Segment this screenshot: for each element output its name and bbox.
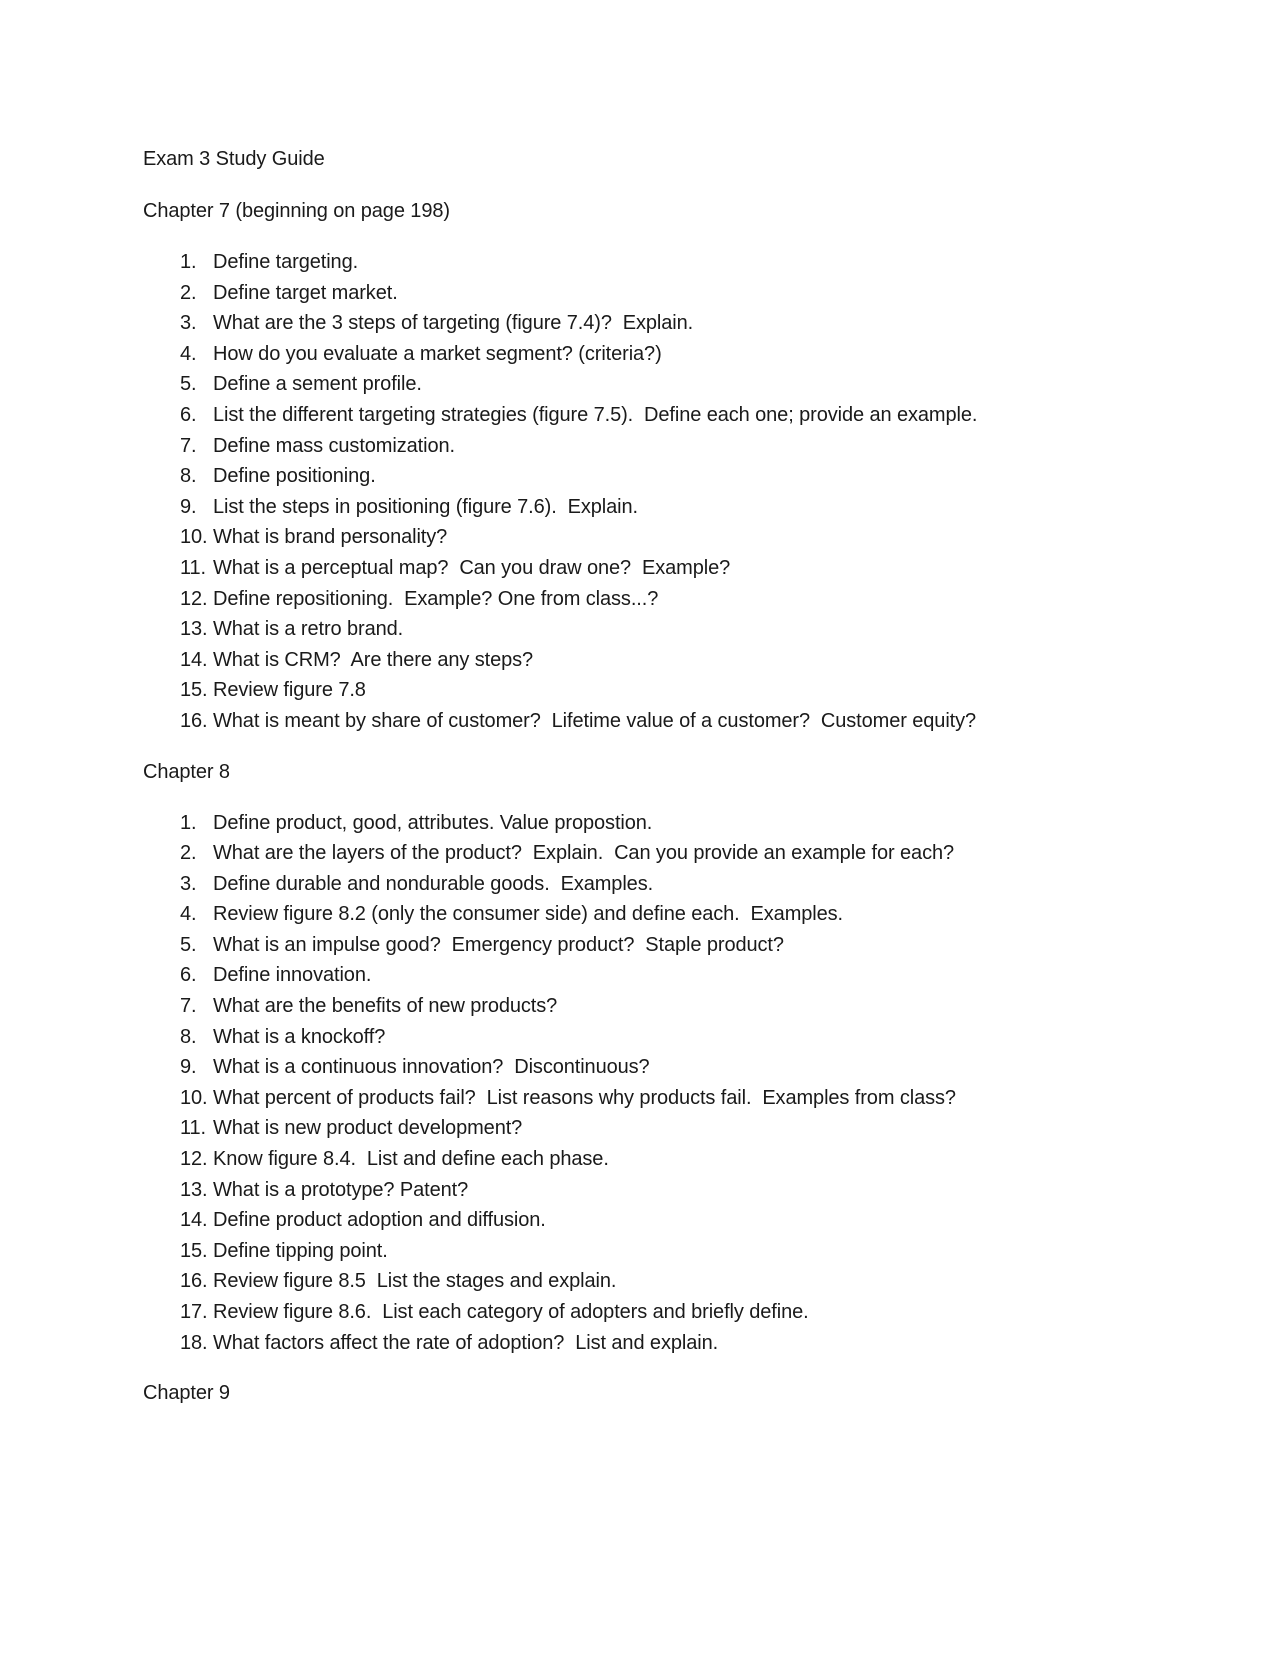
list-item-text: Review figure 8.6. List each category of adopters and briefly define.	[213, 1301, 809, 1323]
list-item	[143, 553, 1220, 584]
list-item-number: 10.	[180, 1086, 208, 1109]
list-item-number: 12.	[180, 1148, 208, 1171]
list-item	[143, 400, 1220, 431]
list-item-text: What is a retro brand.	[213, 618, 404, 641]
section-heading-chapter-7: Chapter 7 (beginning on page 198)	[143, 200, 450, 222]
list-item-text: What is a knockoff?	[213, 1025, 386, 1048]
document-title: Exam 3 Study Guide	[143, 148, 325, 170]
list-item	[143, 1205, 1220, 1236]
list-item-text: What percent of products fail? List reasons why products fail. Examples from class?	[213, 1086, 956, 1109]
list-item	[143, 1266, 1220, 1297]
list-item-number: 14.	[180, 648, 208, 671]
list-item	[143, 1052, 1220, 1083]
list-item-number: 1.	[180, 811, 197, 834]
list-item	[143, 369, 1220, 400]
list-item-text: What is a continuous innovation? Discontinuous?	[213, 1056, 650, 1079]
list-item-number: 13.	[180, 1178, 208, 1201]
chapter-8-question-list	[143, 808, 1220, 1359]
list-item-number: 2.	[180, 281, 197, 304]
list-item-number: 7.	[180, 434, 197, 457]
list-item-text: List the steps in positioning (figure 7.6). Explain.	[213, 495, 638, 518]
list-item-number: 5.	[180, 373, 197, 396]
list-item-text: List the different targeting strategies (figure 7.5). Define each one; provide an example.	[213, 403, 978, 426]
chapter-7-question-list	[143, 247, 1220, 737]
list-item-text: Define durable and nondurable goods. Examples.	[213, 872, 654, 895]
list-item	[143, 247, 1220, 278]
list-item-number: 10.	[180, 526, 208, 549]
list-item-text: Define product, good, attributes. Value propostion.	[213, 811, 653, 834]
list-item-text: What is new product development?	[213, 1117, 523, 1140]
list-item	[143, 1175, 1220, 1206]
list-item-text: Define tipping point.	[213, 1239, 388, 1262]
list-item-number: 18.	[180, 1331, 208, 1354]
list-item-number: 14.	[180, 1209, 208, 1232]
list-item	[143, 492, 1220, 523]
list-item	[143, 522, 1220, 553]
list-item	[143, 645, 1220, 676]
list-item-number: 12.	[180, 587, 208, 610]
list-item-number: 7.	[180, 995, 197, 1018]
list-item-text: What is a perceptual map? Can you draw one? Example?	[213, 556, 731, 579]
list-item-text: Review figure 7.8	[213, 679, 366, 702]
list-item-text: Define a sement profile.	[213, 373, 422, 396]
list-item-number: 3.	[180, 872, 197, 895]
list-item	[143, 308, 1220, 339]
list-item-text: Review figure 8.5 List the stages and explain.	[213, 1270, 617, 1293]
list-item	[143, 1113, 1220, 1144]
list-item-number: 13.	[180, 618, 208, 641]
list-item-text: How do you evaluate a market segment? (criteria?)	[213, 342, 662, 365]
list-item-text: What is meant by share of customer? Lifetime value of a customer? Customer equity?	[213, 709, 977, 732]
list-item	[143, 1236, 1220, 1267]
list-item-number: 5.	[180, 933, 197, 956]
list-item-text: What is brand personality?	[213, 526, 448, 549]
list-item-number: 3.	[180, 312, 197, 335]
list-item-number: 9.	[180, 1056, 197, 1079]
section-heading-chapter-8: Chapter 8	[143, 760, 230, 783]
list-item	[143, 461, 1220, 492]
list-item-number: 17.	[180, 1301, 208, 1323]
list-item-text: Define positioning.	[213, 465, 376, 488]
list-item	[143, 431, 1220, 462]
list-item-text: Review figure 8.2 (only the consumer side) and define each. Examples.	[213, 903, 844, 926]
list-item	[143, 1144, 1220, 1175]
list-item-number: 6.	[180, 964, 197, 987]
list-item-number: 8.	[180, 1025, 197, 1048]
list-item-number: 8.	[180, 465, 197, 488]
list-item	[143, 991, 1220, 1022]
list-item-text: Define target market.	[213, 281, 398, 304]
list-item-number: 2.	[180, 842, 197, 865]
list-item-text: What factors affect the rate of adoption? List and explain.	[213, 1331, 719, 1354]
list-item	[143, 614, 1220, 645]
list-item-number: 11.	[180, 556, 207, 579]
list-item-text: What is an impulse good? Emergency product? Staple product?	[213, 933, 784, 956]
list-item-number: 4.	[180, 903, 197, 926]
list-item	[143, 1297, 1220, 1328]
list-item-text: Define mass customization.	[213, 434, 455, 457]
list-item-text: Define targeting.	[213, 251, 359, 273]
list-item	[143, 808, 1220, 839]
list-item-number: 1.	[180, 251, 197, 273]
list-item	[143, 930, 1220, 961]
list-item	[143, 675, 1220, 706]
section-heading-chapter-9: Chapter 9	[143, 1382, 230, 1405]
list-item-number: 4.	[180, 342, 197, 365]
list-item-number: 16.	[180, 1270, 208, 1293]
list-item	[143, 1328, 1220, 1359]
list-item-number: 11.	[180, 1117, 207, 1140]
list-item	[143, 1022, 1220, 1053]
list-item	[143, 960, 1220, 991]
list-item-number: 16.	[180, 709, 208, 732]
list-item	[143, 838, 1220, 869]
list-item-text: What are the benefits of new products?	[213, 995, 558, 1018]
list-item-number: 9.	[180, 495, 197, 518]
list-item	[143, 899, 1220, 930]
list-item-number: 6.	[180, 403, 197, 426]
list-item	[143, 706, 1220, 737]
list-item	[143, 1083, 1220, 1114]
list-item-text: What are the 3 steps of targeting (figure 7.4)? Explain.	[213, 312, 694, 335]
list-item	[143, 339, 1220, 370]
list-item-text: Know figure 8.4. List and define each phase.	[213, 1148, 609, 1171]
list-item	[143, 869, 1220, 900]
list-item-text: Define product adoption and diffusion.	[213, 1209, 546, 1232]
list-item-text: What is CRM? Are there any steps?	[213, 648, 534, 671]
list-item	[143, 278, 1220, 309]
list-item-number: 15.	[180, 1239, 208, 1262]
list-item-text: What are the layers of the product? Explain. Can you provide an example for each?	[213, 842, 955, 865]
list-item-number: 15.	[180, 679, 208, 702]
list-item	[143, 584, 1220, 615]
list-item-text: Define innovation.	[213, 964, 372, 987]
list-item-text: What is a prototype? Patent?	[213, 1178, 469, 1201]
list-item-text: Define repositioning. Example? One from class...?	[213, 587, 659, 610]
